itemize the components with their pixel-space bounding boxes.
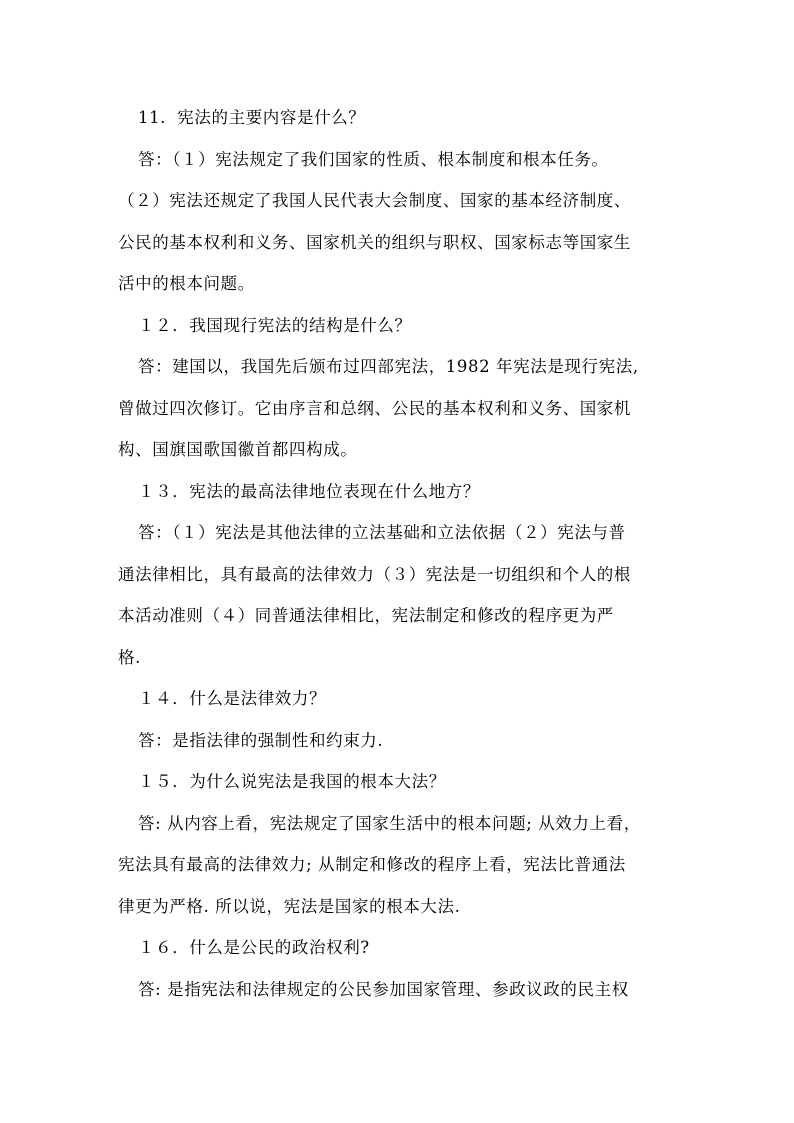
question-11: 11．宪法的主要内容是什么？ — [138, 108, 366, 127]
answer-12-line-1: 答：建国以，我国先后颁布过四部宪法，1982 年宪法是现行宪法, — [138, 357, 639, 376]
question-16: １６．什么是公民的政治权利? — [138, 938, 370, 957]
answer-13-line-1: 答：（１）宪法是其他法律的立法基础和立法依据（２）宪法与普 — [138, 523, 626, 542]
answer-15-line-2: 宪法具有最高的法律效力; 从制定和修改的程序上看，宪法比普通法 — [118, 855, 626, 874]
answer-15-line-3: 律更为严格. 所以说，宪法是国家的根本大法. — [118, 897, 461, 916]
question-15: １５．为什么说宪法是我国的根本大法？ — [138, 772, 446, 791]
answer-11-line-3: 公民的基本权利和义务、国家机关的组织与职权、国家标志等国家生 — [118, 233, 631, 252]
answer-13-line-2: 通法律相比，具有最高的法律效力（３）宪法是一切组织和个人的根 — [118, 565, 631, 584]
answer-13-line-3: 本活动准则（４）同普通法律相比，宪法制定和修改的程序更为严 — [118, 606, 614, 625]
question-12: １２．我国现行宪法的结构是什么？ — [138, 316, 412, 335]
answer-13-line-4: 格. — [118, 648, 141, 667]
question-14: １４．什么是法律效力？ — [138, 689, 327, 708]
answer-11-line-1: 答：（１）宪法规定了我们国家的性质、根本制度和根本任务。 — [138, 150, 609, 169]
answer-11-line-2: （２）宪法还规定了我国人民代表大会制度、国家的基本经济制度、 — [118, 191, 631, 210]
answer-15-line-1: 答: 从内容上看，宪法规定了国家生活中的根本问题; 从效力上看， — [138, 814, 641, 833]
answer-14-line-1: 答：是指法律的强制性和约束力. — [138, 731, 384, 750]
answer-12-line-2: 曾做过四次修订。它由序言和总纲、公民的基本权利和义务、国家机 — [118, 399, 631, 418]
answer-16-line-1: 答: 是指宪法和法律规定的公民参加国家管理、参政议政的民主权 — [138, 980, 629, 999]
answer-12-line-3: 构、国旗国歌国徽首都四构成。 — [118, 440, 358, 459]
question-13: １３．宪法的最高法律地位表现在什么地方？ — [138, 482, 480, 501]
answer-11-line-4: 活中的根本问题。 — [118, 274, 255, 293]
